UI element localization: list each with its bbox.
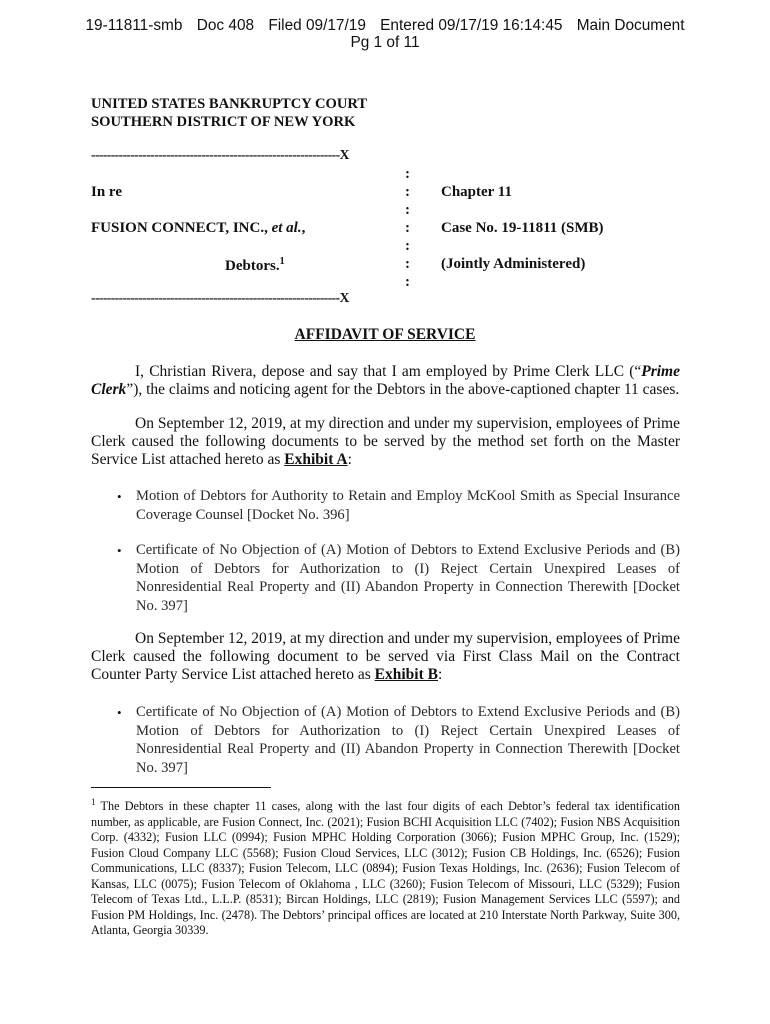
footnote-divider xyxy=(91,787,271,788)
jointly-administered: (Jointly Administered) xyxy=(441,256,586,272)
exhibit-b-ref: Exhibit B xyxy=(374,666,438,683)
filing-header xyxy=(0,17,770,51)
caption-colon: : xyxy=(405,274,410,290)
header-entered: Entered 09/17/19 16:14:45 xyxy=(380,17,563,34)
caption-top-rule: ---------------------------------------------------------------X xyxy=(91,147,349,162)
bullet-icon: • xyxy=(117,543,122,558)
paragraph-exhibit-b: On September 12, 2019, at my direction and under my supervision, employees of Prime Clerk caused the following document to be served via First Class Mail on the Contract Counter Party Service List attached hereto as Exhibit B: xyxy=(91,630,680,683)
chapter-label: Chapter 11 xyxy=(441,184,512,200)
debtor-name: FUSION CONNECT, INC., et al., xyxy=(91,220,306,236)
list-item: Certificate of No Objection of (A) Motion of Debtors to Extend Exclusive Periods and (B) Motion of Debtors for Authorization to (I) Reject Certain Unexpired Leases of Nonresidential Real Property and (II) Abandon Property in Connection Therewith [Docket No. 397] xyxy=(136,542,680,614)
paragraph-exhibit-a: On September 12, 2019, at my direction and under my supervision, employees of Prime Clerk caused the following documents to be served by the method set forth on the Master Service List attached hereto as Exhibit A: xyxy=(91,415,680,468)
paragraph-intro: I, Christian Rivera, depose and say that I am employed by Prime Clerk LLC (“Prime Clerk”), the claims and noticing agent for the Debtors in the above-captioned chapter 11 cases. xyxy=(91,363,680,398)
header-main-document: Main Document xyxy=(576,17,685,34)
header-page: Pg 1 of 11 xyxy=(350,34,420,51)
bullet-icon: • xyxy=(117,489,122,504)
case-number: Case No. 19-11811 (SMB) xyxy=(441,220,604,236)
caption-colon: : xyxy=(405,220,410,236)
list-item: Motion of Debtors for Authority to Retain and Employ McKool Smith as Special Insurance Coverage Counsel [Docket No. 396] xyxy=(136,488,680,523)
list-item: Certificate of No Objection of (A) Motion of Debtors to Extend Exclusive Periods and (B) Motion of Debtors for Authorization to (I) Reject Certain Unexpired Leases of Nonresidential Real Property and (II) Abandon Property in Connection Therewith [Docket No. 397] xyxy=(136,704,680,776)
caption-colon: : xyxy=(405,202,410,218)
header-filed: Filed 09/17/19 xyxy=(268,17,366,34)
in-re-label: In re xyxy=(91,184,122,200)
debtors-label: Debtors.$^1$ xyxy=(225,256,285,274)
footnote: $^1$ The Debtors in these chapter 11 cases, along with the last four digits of each Debtor’s federal tax identification number, as applicable, are Fusion Connect, Inc. (2021); Fusion BCHI Acquisition LLC (7402); Fusion NBS Acquisition Corp. (4332); Fusion LLC (0994); Fusion MPHC Holding Corporation (3066); Fusion MPHC Group, Inc. (1529); Fusion Cloud Company LLC (5568); Fusion Cloud Services, LLC (3012); Fusion CB Holdings, Inc. (6526); Fusion Communications, LLC (8337); Fusion Telecom, LLC (0894); Fusion Texas Holdings, Inc. (2636); Fusion Telecom of Kansas, LLC (0075); Fusion Telecom of Oklahoma , LLC (3260); Fusion Telecom of Missouri, LLC (5329); Fusion Telecom of Texas Ltd., L.L.P. (8531); Bircan Holdings, LLC (2819); Fusion Management Services LLC (5597); and Fusion PM Holdings, Inc. (2478). The Debtors’ principal offices are located at 210 Interstate North Parkway, Suite 300, Atlanta, Georgia 30339. xyxy=(91,797,680,938)
header-doc: Doc 408 xyxy=(196,17,255,34)
document-title: AFFIDAVIT OF SERVICE xyxy=(294,326,476,343)
footnote-mark: 1 xyxy=(91,797,96,807)
caption-colon: : xyxy=(405,238,410,254)
bullet-icon: • xyxy=(117,705,122,720)
caption-colon: : xyxy=(405,184,410,200)
header-case-no: 19-11811-smb xyxy=(85,17,183,34)
caption-colon: : xyxy=(405,166,410,182)
footnote-ref: 1 xyxy=(279,256,285,267)
exhibit-a-ref: Exhibit A xyxy=(284,451,348,468)
caption-colon: : xyxy=(405,256,410,272)
caption-bottom-rule: ---------------------------------------------------------------X xyxy=(91,290,349,305)
court-name: UNITED STATES BANKRUPTCY COURT SOUTHERN DISTRICT OF NEW YORK xyxy=(91,96,368,130)
